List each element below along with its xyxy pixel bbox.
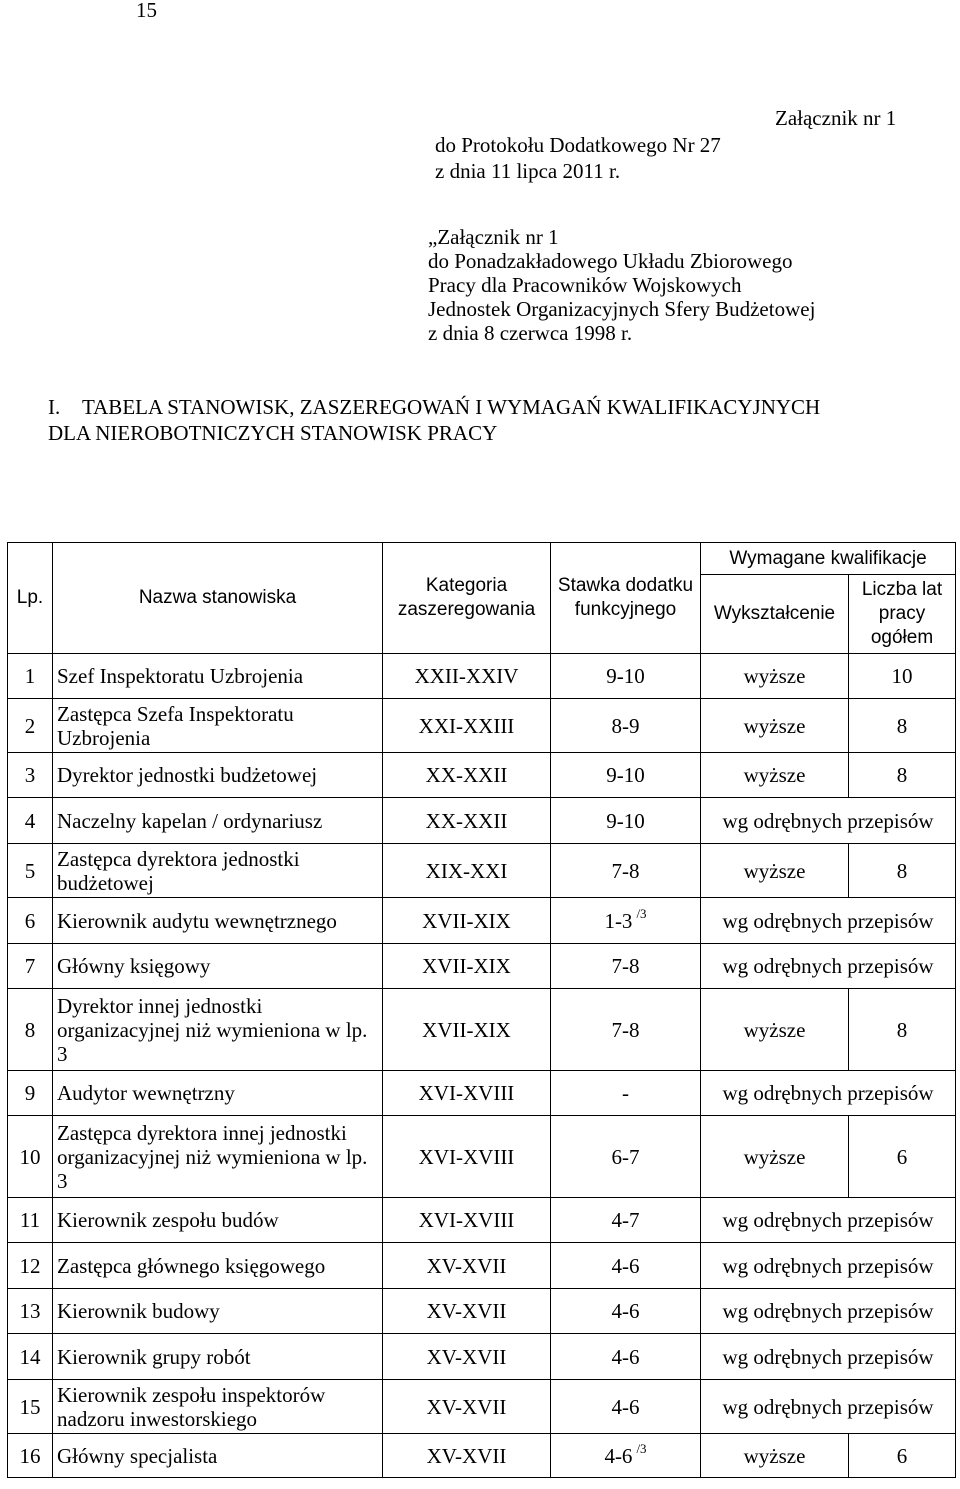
table-row	[8, 699, 956, 753]
cell-years: 8	[849, 699, 956, 753]
cell-qualifications-merged: wg odrębnych przepisów	[701, 1334, 956, 1380]
header-years: Liczba lat pracy ogółem	[849, 575, 956, 654]
table-row	[8, 1289, 956, 1334]
quote-line: do Ponadzakładowego Układu Zbiorowego	[428, 249, 793, 273]
cell-lp: 16	[8, 1434, 53, 1478]
header-qualifications: Wymagane kwalifikacje	[701, 543, 956, 575]
cell-stawka	[551, 1116, 701, 1198]
protocol-ref-line: do Protokołu Dodatkowego Nr 27	[435, 133, 721, 157]
cell-stawka	[551, 989, 701, 1071]
cell-category: XVII-XIX	[383, 898, 551, 944]
annex-label: Załącznik nr 1	[775, 106, 897, 130]
quote-line: „Załącznik nr 1	[428, 225, 559, 249]
cell-lp: 12	[8, 1243, 53, 1289]
stawka-value: 4-6	[611, 1253, 640, 1278]
table-title-line: TABELA STANOWISK, ZASZEREGOWAŃ I WYMAGAŃ KWALIFIKACYJNYCH	[82, 395, 821, 419]
stawka-value: 1-3	[604, 908, 633, 933]
stawka-value: 6-7	[611, 1144, 640, 1169]
cell-lp: 11	[8, 1198, 53, 1243]
table-row	[8, 753, 956, 798]
stawka-value: 7-8	[611, 954, 640, 978]
cell-years: 10	[849, 654, 956, 699]
cell-lp: 2	[8, 699, 53, 753]
cell-stawka	[551, 898, 701, 944]
cell-lp: 15	[8, 1380, 53, 1434]
table-row	[8, 1071, 956, 1116]
cell-name: Kierownik budowy	[53, 1289, 383, 1334]
table-row	[8, 1198, 956, 1243]
cell-stawka	[551, 844, 701, 898]
stawka-footnote: /3	[636, 1440, 647, 1456]
cell-category: XV-XVII	[383, 1380, 551, 1434]
cell-stawka	[551, 1434, 701, 1478]
quote-line: Pracy dla Pracowników Wojskowych	[428, 273, 742, 297]
stawka-value: 4-7	[611, 1208, 640, 1232]
header-education: Wykształcenie	[701, 575, 849, 654]
cell-category: XX-XXII	[383, 798, 551, 844]
cell-lp: 3	[8, 753, 53, 798]
cell-name: Kierownik grupy robót	[53, 1334, 383, 1380]
cell-lp: 5	[8, 844, 53, 898]
cell-education: wyższe	[701, 753, 849, 798]
cell-category: XXII-XXIV	[383, 654, 551, 699]
quote-line: z dnia 8 czerwca 1998 r.	[428, 321, 633, 345]
cell-name: Audytor wewnętrzny	[53, 1071, 383, 1116]
cell-stawka	[551, 1380, 701, 1434]
cell-stawka	[551, 1198, 701, 1243]
stawka-value: 4-6	[611, 1299, 640, 1323]
table-row	[8, 989, 956, 1071]
cell-name: Główny księgowy	[53, 944, 383, 989]
cell-stawka	[551, 1334, 701, 1380]
cell-education: wyższe	[701, 1116, 849, 1198]
cell-lp: 13	[8, 1289, 53, 1334]
table-title	[48, 394, 820, 446]
cell-name: Zastępca Szefa Inspektoratu Uzbrojenia	[53, 699, 383, 753]
cell-stawka	[551, 699, 701, 753]
cell-lp: 7	[8, 944, 53, 989]
header-category: Kategoria zaszeregowania	[383, 543, 551, 654]
cell-category: XIX-XXI	[383, 844, 551, 898]
cell-category: XVI-XVIII	[383, 1116, 551, 1198]
table-title-line: DLA NIEROBOTNICZYCH STANOWISK PRACY	[48, 421, 498, 445]
cell-qualifications-merged: wg odrębnych przepisów	[701, 1289, 956, 1334]
header-lp: Lp.	[8, 543, 53, 654]
cell-name: Główny specjalista	[53, 1434, 383, 1478]
table-row	[8, 844, 956, 898]
stawka-value: -	[622, 1081, 629, 1105]
cell-stawka	[551, 654, 701, 699]
table-row	[8, 798, 956, 844]
cell-name: Kierownik zespołu budów	[53, 1198, 383, 1243]
cell-qualifications-merged: wg odrębnych przepisów	[701, 798, 956, 844]
cell-category: XVI-XVIII	[383, 1071, 551, 1116]
cell-category: XV-XVII	[383, 1243, 551, 1289]
stawka-value: 9-10	[606, 763, 645, 787]
table-row	[8, 1380, 956, 1434]
cell-years: 6	[849, 1116, 956, 1198]
cell-category: XX-XXII	[383, 753, 551, 798]
cell-education: wyższe	[701, 989, 849, 1071]
cell-category: XV-XVII	[383, 1434, 551, 1478]
cell-qualifications-merged: wg odrębnych przepisów	[701, 1243, 956, 1289]
cell-category: XVII-XIX	[383, 989, 551, 1071]
cell-stawka	[551, 1071, 701, 1116]
cell-years: 6	[849, 1434, 956, 1478]
table-row	[8, 944, 956, 989]
cell-lp: 14	[8, 1334, 53, 1380]
cell-education: wyższe	[701, 1434, 849, 1478]
cell-stawka	[551, 944, 701, 989]
cell-education: wyższe	[701, 699, 849, 753]
cell-stawka	[551, 753, 701, 798]
cell-qualifications-merged: wg odrębnych przepisów	[701, 1380, 956, 1434]
cell-years: 8	[849, 989, 956, 1071]
stawka-value: 9-10	[606, 664, 645, 688]
stawka-value: 7-8	[611, 858, 640, 883]
cell-name: Zastępca dyrektora innej jednostki organizacyjnej niż wymieniona w lp. 3	[53, 1116, 383, 1198]
cell-education: wyższe	[701, 654, 849, 699]
cell-years: 8	[849, 844, 956, 898]
table-row	[8, 654, 956, 699]
cell-name: Kierownik audytu wewnętrznego	[53, 898, 383, 944]
cell-name: Dyrektor jednostki budżetowej	[53, 753, 383, 798]
quote-line: Jednostek Organizacyjnych Sfery Budżetowej	[428, 297, 816, 321]
cell-lp: 1	[8, 654, 53, 699]
cell-name: Naczelny kapelan / ordynariusz	[53, 798, 383, 844]
cell-name: Zastępca głównego księgowego	[53, 1243, 383, 1289]
cell-category: XXI-XXIII	[383, 699, 551, 753]
cell-qualifications-merged: wg odrębnych przepisów	[701, 1198, 956, 1243]
cell-lp: 4	[8, 798, 53, 844]
cell-stawka	[551, 1243, 701, 1289]
cell-lp: 6	[8, 898, 53, 944]
cell-lp: 10	[8, 1116, 53, 1198]
table-row	[8, 898, 956, 944]
cell-qualifications-merged: wg odrębnych przepisów	[701, 898, 956, 944]
cell-name: Dyrektor innej jednostki organizacyjnej niż wymieniona w lp. 3	[53, 989, 383, 1071]
table-row	[8, 1434, 956, 1478]
stawka-value: 7-8	[611, 1017, 640, 1042]
cell-education: wyższe	[701, 844, 849, 898]
stawka-value: 9-10	[606, 808, 645, 833]
cell-qualifications-merged: wg odrębnych przepisów	[701, 1071, 956, 1116]
cell-name: Kierownik zespołu inspektorów nadzoru inwestorskiego	[53, 1380, 383, 1434]
cell-category: XVII-XIX	[383, 944, 551, 989]
table-row	[8, 1243, 956, 1289]
quoted-annex-heading	[428, 225, 815, 345]
table-body	[8, 654, 956, 1478]
stawka-footnote: /3	[636, 905, 647, 921]
table-row	[8, 1116, 956, 1198]
stawka-value: 4-6	[611, 1344, 640, 1369]
stawka-value: 8-9	[611, 713, 640, 738]
header-name: Nazwa stanowiska	[53, 543, 383, 654]
cell-years: 8	[849, 753, 956, 798]
cell-stawka	[551, 798, 701, 844]
cell-category: XV-XVII	[383, 1334, 551, 1380]
protocol-reference	[435, 132, 721, 184]
cell-name: Zastępca dyrektora jednostki budżetowej	[53, 844, 383, 898]
header-stawka: Stawka dodatku funkcyjnego	[551, 543, 701, 654]
stawka-value: 4-6	[604, 1443, 633, 1468]
cell-lp: 9	[8, 1071, 53, 1116]
cell-stawka	[551, 1289, 701, 1334]
cell-lp: 8	[8, 989, 53, 1071]
table-row	[8, 1334, 956, 1380]
cell-category: XV-XVII	[383, 1289, 551, 1334]
stawka-value: 4-6	[611, 1394, 640, 1419]
cell-name: Szef Inspektoratu Uzbrojenia	[53, 654, 383, 699]
table-title-number: I.	[48, 395, 61, 419]
cell-category: XVI-XVIII	[383, 1198, 551, 1243]
page-number: 15	[136, 0, 157, 22]
cell-qualifications-merged: wg odrębnych przepisów	[701, 944, 956, 989]
qualifications-table	[7, 542, 956, 1478]
protocol-ref-line: z dnia 11 lipca 2011 r.	[435, 159, 621, 183]
